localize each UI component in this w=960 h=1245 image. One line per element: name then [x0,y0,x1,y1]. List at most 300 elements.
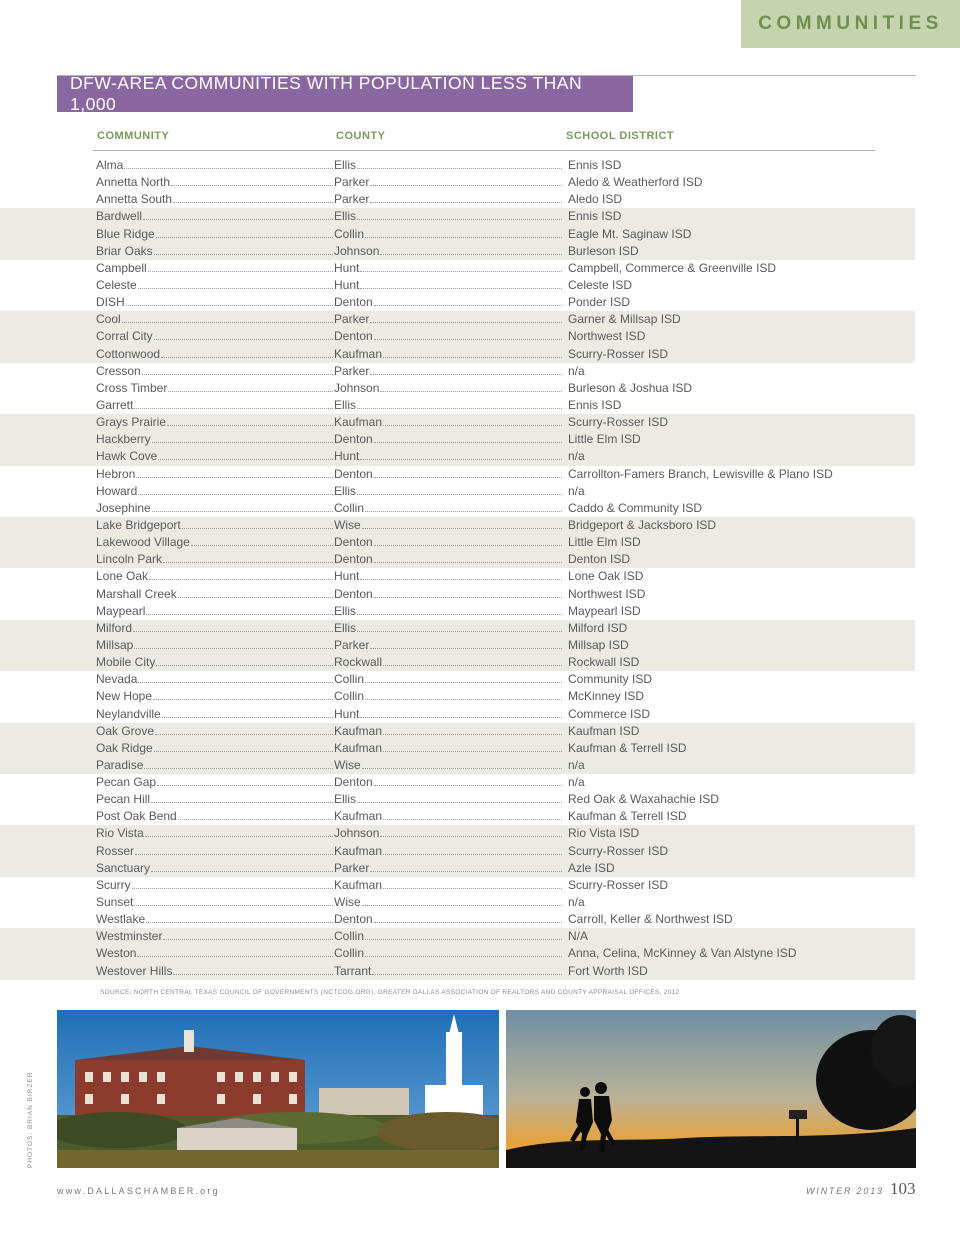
community-cell [96,466,334,483]
dot-leader [383,346,562,358]
table-row [0,208,915,225]
column-header-community: COMMUNITY [97,130,170,142]
community-cell [96,208,334,225]
school-district-text: Carroll, Keller & Northwest ISD [568,912,733,927]
school-district-cell [568,551,908,568]
table-row [93,671,915,688]
dot-leader [154,740,333,752]
dot-leader [374,431,562,443]
county-cell [334,157,563,174]
community-cell [96,586,334,603]
community-text: Cresson [96,363,141,378]
dot-leader [370,174,562,186]
community-cell [96,483,334,500]
table-row [93,877,915,894]
county-text: Denton [334,912,373,927]
county-text: Ellis [334,209,357,224]
community-cell [96,654,334,671]
school-district-cell [568,843,908,860]
dot-leader [136,466,333,478]
table-row [93,294,915,311]
school-district-cell [568,791,908,808]
dot-leader [380,825,562,837]
county-cell [334,843,563,860]
community-text: Milford [96,620,133,635]
community-text: Cross Timber [96,380,168,395]
dot-leader [365,500,562,512]
school-district-cell [568,774,908,791]
community-cell [96,226,334,243]
dot-leader [138,483,333,495]
school-district-text: Rio Vista ISD [568,826,640,841]
school-district-cell [568,654,908,671]
dot-leader [153,688,333,700]
page-title: DFW-AREA COMMUNITIES WITH POPULATION LESS THAN 1,000 [57,76,633,112]
dot-leader [383,414,562,426]
school-district-cell [568,311,908,328]
school-district-text: Azle ISD [568,860,615,875]
county-text: Ellis [334,603,357,618]
county-cell [334,174,563,191]
table-row [93,688,915,705]
county-text: Kaufman [334,346,383,361]
community-text: Millsap [96,637,134,652]
county-cell [334,448,563,465]
table-row [93,808,915,825]
county-text: Denton [334,775,373,790]
county-cell [334,620,563,637]
table-row [0,825,915,842]
community-cell [96,791,334,808]
community-text: Sunset [96,895,134,910]
school-district-text: Celeste ISD [568,277,633,292]
county-cell [334,808,563,825]
dot-leader [133,620,333,632]
school-district-text: n/a [568,449,585,464]
table-row [0,945,915,962]
school-district-cell [568,894,908,911]
community-text: Cottonwood [96,346,161,361]
community-text: Lake Bridgeport [96,517,181,532]
table-row [93,380,915,397]
community-cell [96,380,334,397]
school-district-cell [568,466,908,483]
table-row [0,414,915,431]
school-district-text: n/a [568,895,585,910]
dot-leader [182,517,333,529]
table-row [0,243,915,260]
community-text: Annetta South [96,192,173,207]
dot-leader [374,466,562,478]
dot-leader [167,414,333,426]
dot-leader [163,928,333,940]
county-text: Parker [334,637,370,652]
community-text: Hawk Cove [96,449,158,464]
county-text: Hunt [334,277,360,292]
table-row [0,928,915,945]
school-district-text: Northwest ISD [568,329,646,344]
community-text: Briar Oaks [96,243,153,258]
footer-url[interactable]: www.DALLASCHAMBER.org [57,1186,220,1196]
community-cell [96,603,334,620]
dot-leader [154,243,333,255]
county-cell [334,466,563,483]
county-text: Johnson [334,826,380,841]
dot-leader [383,740,562,752]
table-row [93,911,915,928]
dot-leader [157,774,333,786]
dot-leader [162,706,333,718]
county-text: Wise [334,517,361,532]
county-cell [334,311,563,328]
school-district-text: Scurry-Rosser ISD [568,877,669,892]
community-text: Garrett [96,397,134,412]
county-cell [334,568,563,585]
school-district-cell [568,191,908,208]
community-text: Howard [96,483,138,498]
community-text: Pecan Gap [96,775,157,790]
county-text: Collin [334,226,365,241]
county-cell [334,517,563,534]
dot-leader [383,723,562,735]
dot-leader [146,603,333,615]
dot-leader [156,654,333,666]
community-cell [96,243,334,260]
dot-leader [357,208,562,220]
school-district-text: Northwest ISD [568,586,646,601]
community-text: Scurry [96,877,131,892]
community-cell [96,551,334,568]
school-district-text: Bridgeport & Jacksboro ISD [568,517,717,532]
county-cell [334,191,563,208]
county-text: Ellis [334,483,357,498]
county-cell [334,894,563,911]
community-text: Celeste [96,277,137,292]
table-row [93,466,915,483]
dot-leader [171,174,333,186]
county-text: Collin [334,929,365,944]
county-cell [334,723,563,740]
school-district-text: Red Oak & Waxahachie ISD [568,792,719,807]
community-cell [96,928,334,945]
school-district-text: Anna, Celina, McKinney & Van Alstyne ISD [568,946,797,961]
school-district-text: n/a [568,757,585,772]
table-row [0,517,915,534]
community-text: Hackberry [96,432,151,447]
county-text: Denton [334,552,373,567]
table-row [93,603,915,620]
community-cell [96,448,334,465]
school-district-text: Burleson ISD [568,243,639,258]
county-text: Johnson [334,243,380,258]
dot-leader [168,380,333,392]
community-cell [96,723,334,740]
dot-leader [360,448,562,460]
community-text: Josephine [96,500,151,515]
school-district-cell [568,431,908,448]
school-district-text: Little Elm ISD [568,432,641,447]
dot-leader [374,911,562,923]
dot-leader [374,328,562,340]
dot-leader [370,191,562,203]
county-text: Collin [334,946,365,961]
dot-leader [132,877,333,889]
dot-leader [152,431,333,443]
dot-leader [178,808,333,820]
table-row [93,277,915,294]
community-cell [96,174,334,191]
table-row [93,397,915,414]
community-cell [96,637,334,654]
county-text: Denton [334,432,373,447]
dot-leader [365,928,562,940]
community-cell [96,311,334,328]
dot-leader [191,534,333,546]
community-text: Cool [96,312,121,327]
county-text: Kaufman [334,740,383,755]
county-cell [334,260,563,277]
table-row [93,774,915,791]
dot-leader [126,294,333,306]
table-row [93,260,915,277]
county-cell [334,740,563,757]
dot-leader [372,963,562,975]
dot-leader [154,328,333,340]
dot-leader [357,397,562,409]
county-text: Denton [334,535,373,550]
community-cell [96,894,334,911]
county-cell [334,637,563,654]
community-text: Lakewood Village [96,535,190,550]
school-district-text: Millsap ISD [568,637,629,652]
dot-leader [142,363,333,375]
campus-photo [57,1010,499,1168]
school-district-text: Maypearl ISD [568,603,641,618]
dot-leader [383,877,562,889]
school-district-text: Community ISD [568,672,653,687]
community-text: Pecan Hill [96,792,151,807]
school-district-text: Ponder ISD [568,295,631,310]
county-text: Kaufman [334,809,383,824]
footer-issue: WINTER 2013 [806,1186,884,1196]
community-cell [96,945,334,962]
dot-leader [370,860,562,872]
community-cell [96,363,334,380]
county-cell [334,380,563,397]
school-district-cell [568,911,908,928]
school-district-cell [568,808,908,825]
school-district-cell [568,397,908,414]
county-cell [334,928,563,945]
dot-leader [357,603,562,615]
school-district-cell [568,945,908,962]
column-header-school-district: SCHOOL DISTRICT [566,130,675,142]
dot-leader [135,843,333,855]
county-cell [334,328,563,345]
community-cell [96,740,334,757]
county-text: Denton [334,586,373,601]
county-cell [334,431,563,448]
community-cell [96,774,334,791]
county-text: Ellis [334,158,357,172]
school-district-text: Carrollton-Famers Branch, Lewisville & Plano ISD [568,466,833,481]
community-text: Nevada [96,672,138,687]
dot-leader [357,483,562,495]
school-district-cell [568,260,908,277]
community-cell [96,346,334,363]
school-district-cell [568,740,908,757]
county-text: Wise [334,895,361,910]
table-row [0,654,915,671]
section-tab: COMMUNITIES [741,0,960,48]
dot-leader [357,791,562,803]
dot-leader [137,945,333,957]
county-text: Kaufman [334,723,383,738]
county-cell [334,911,563,928]
community-cell [96,568,334,585]
dot-leader [357,620,562,632]
county-cell [334,774,563,791]
county-cell [334,877,563,894]
community-cell [96,500,334,517]
dot-leader [138,277,333,289]
county-cell [334,586,563,603]
school-district-text: Ennis ISD [568,158,622,172]
community-cell [96,431,334,448]
table-row [93,706,915,723]
table-row [0,637,915,654]
community-cell [96,843,334,860]
dot-leader [374,586,562,598]
community-text: Rosser [96,843,135,858]
community-cell [96,414,334,431]
dot-leader [370,363,562,375]
community-cell [96,328,334,345]
school-district-cell [568,448,908,465]
county-text: Parker [334,363,370,378]
county-text: Parker [334,175,370,190]
community-cell [96,860,334,877]
table-row [0,860,915,877]
county-text: Denton [334,329,373,344]
county-cell [334,860,563,877]
school-district-text: Lone Oak ISD [568,569,644,584]
county-text: Collin [334,672,365,687]
table-row [0,431,915,448]
dot-leader [138,671,333,683]
dot-leader [365,945,562,957]
school-district-cell [568,723,908,740]
school-district-text: Aledo ISD [568,192,623,207]
dot-leader [374,551,562,563]
school-district-cell [568,380,908,397]
dot-leader [374,294,562,306]
community-cell [96,911,334,928]
county-cell [334,243,563,260]
dot-leader [383,808,562,820]
community-text: Campbell [96,260,147,275]
dot-leader [374,774,562,786]
county-cell [334,500,563,517]
community-cell [96,963,334,980]
county-cell [334,397,563,414]
dot-leader [143,208,333,220]
school-district-text: Denton ISD [568,552,631,567]
table-row [93,791,915,808]
table-row [93,894,915,911]
school-district-text: n/a [568,775,585,790]
table-row [0,843,915,860]
table-row [0,963,915,980]
dot-leader [145,825,333,837]
school-district-cell [568,500,908,517]
school-district-text: Ennis ISD [568,397,622,412]
dot-leader [155,723,333,735]
school-district-cell [568,963,908,980]
school-district-cell [568,671,908,688]
community-text: Lincoln Park [96,552,163,567]
dot-leader [365,688,562,700]
community-text: Annetta North [96,175,171,190]
dot-leader [360,277,562,289]
county-cell [334,825,563,842]
school-district-cell [568,928,908,945]
school-district-text: Garner & Millsap ISD [568,312,681,327]
community-cell [96,825,334,842]
school-district-text: Scurry-Rosser ISD [568,843,669,858]
county-cell [334,688,563,705]
dot-leader [370,311,562,323]
dot-leader [383,654,562,666]
county-cell [334,277,563,294]
school-district-cell [568,603,908,620]
column-header-county: COUNTY [336,130,386,142]
school-district-text: Burleson & Joshua ISD [568,380,693,395]
school-district-text: N/A [568,929,589,944]
dot-leader [151,791,333,803]
school-district-cell [568,328,908,345]
school-district-cell [568,483,908,500]
dot-leader [151,860,333,872]
county-text: Kaufman [334,877,383,892]
dot-leader [148,260,333,272]
dot-leader [156,226,333,238]
community-cell [96,620,334,637]
county-text: Hunt [334,449,360,464]
school-district-cell [568,414,908,431]
county-text: Ellis [334,792,357,807]
community-cell [96,260,334,277]
school-district-text: Little Elm ISD [568,535,641,550]
community-cell [96,397,334,414]
dot-leader [173,963,333,975]
county-cell [334,208,563,225]
school-district-text: Kaufman ISD [568,723,640,738]
community-text: Post Oak Bend [96,809,177,824]
communities-table [93,157,915,980]
county-cell [334,534,563,551]
school-district-text: Scurry-Rosser ISD [568,346,669,361]
county-cell [334,963,563,980]
community-cell [96,517,334,534]
dot-leader [362,757,562,769]
community-text: Grays Prairie [96,415,167,430]
community-text: Corral City [96,329,153,344]
community-text: Marshall Creek [96,586,177,601]
table-row [93,586,915,603]
community-text: Maypearl [96,603,146,618]
school-district-text: Kaufman & Terrell ISD [568,740,687,755]
